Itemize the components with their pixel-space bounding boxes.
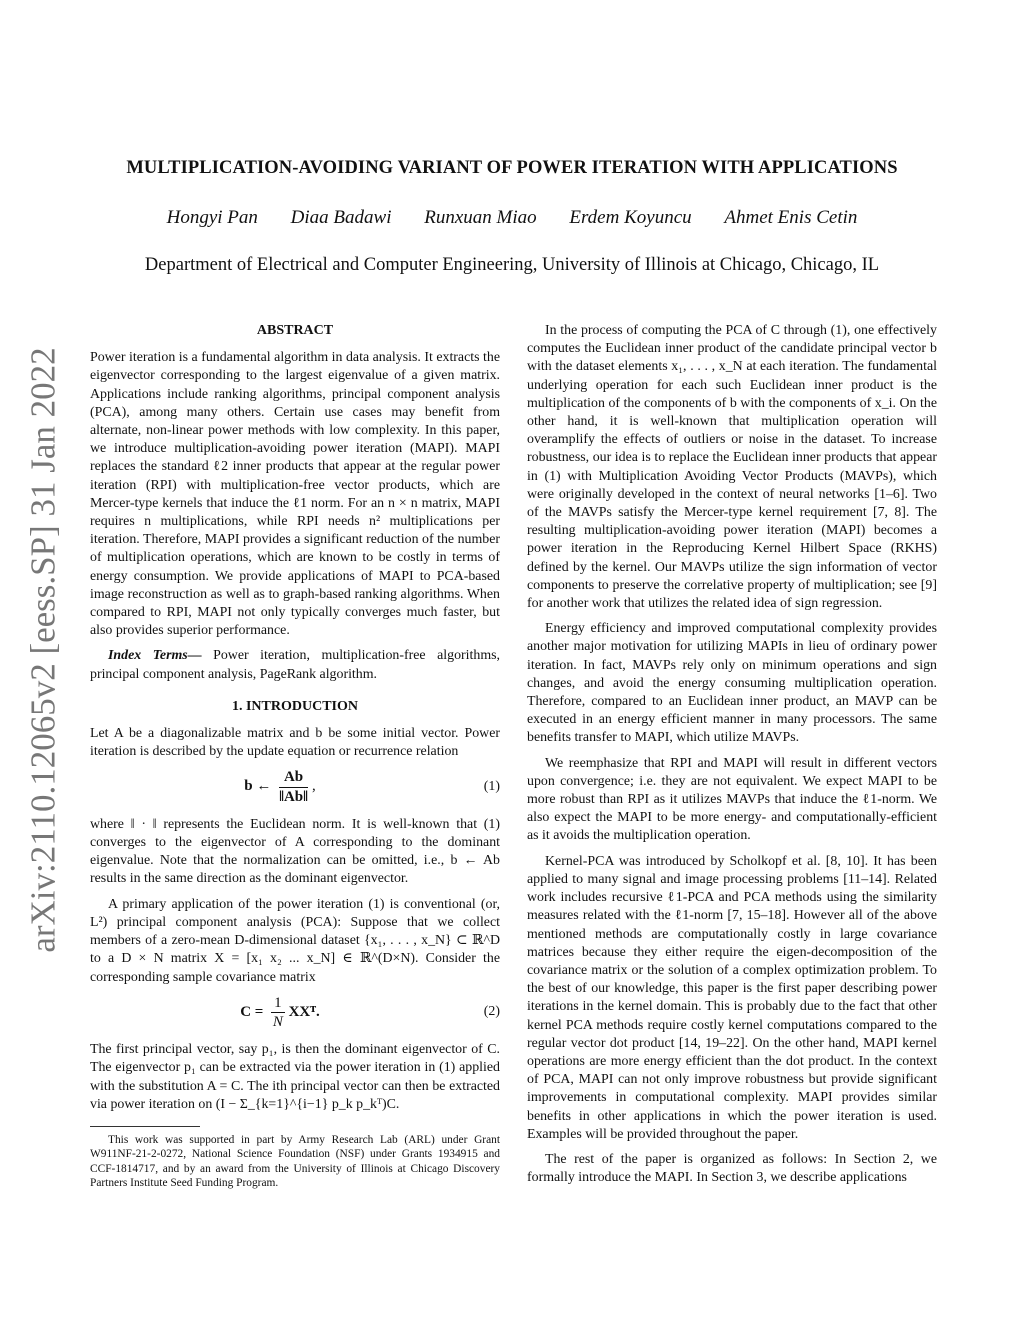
body-paragraph: Kernel-PCA was introduced by Scholkopf et al. [8, 10]. It has been applied to many signal and image processing problems [11–14]. Related work includes recursive ℓ1-PCA and PCA methods using the similarity measures related with the ℓ1-norm [7, 15–18]. However all of the above mentioned methods are computationally costly in large covariance matrices because they either require the eigen-decomposition of the covariance matrix or the solution of a complex optimization problem. To the best of our knowledge, this paper is the first paper describing power iterations in the kernel domain. This is probably due to the fact that other kernel PCA methods require costly kernel computations compared to the regular vector dot product [14, 19–22]. On the other hand, MAPI kernel operations are more energy efficient than the dot product. In the context of PCA, MAPI can not only improve robustness but provide significant improvements in computational complexity. MAPI provides similar benefits in other applications in which the power iteration is used. Examples will be provided throughout the paper. [527,853,937,1142]
author: Erdem Koyuncu [569,207,692,228]
eq1-fraction [279,768,308,805]
body-paragraph: In the process of computing the PCA of C through (1), one effectively computes the Euclidean inner product of the candidate principal vector b with the dataset elements x₁, . . . , x_N at each iteration. The fundamental underlying operation for each such Euclidean inner product is the multiplication of the components of b with the components of x_i. On the other hand, it is well-known that multiplication operation will overamplify the effects of outliers or noise in the dataset. To increase robustness, our idea is to replace the Euclidean inner products that appear in (1) with Multiplication Avoiding Vector Products (MAVPs), which were originally developed in the context of neural networks [1–6]. Two of the MAVPs satisfy the Mercer-type kernel requirement [7, 8]. The resulting multiplication-avoiding power iteration (MAPI) becomes a power iteration in the Reproducing Kernel Hilbert Space (RKHS) defined by the kernel. Our MAVPs utilize the sign information of vector components to preserve the correlative property of multiplication; see [9] for another work that utilizes the related idea of sign regression. [527,323,937,612]
equation-body [90,768,470,805]
author: Ahmet Enis Cetin [724,207,858,228]
eq2-denominator: N [272,1013,283,1030]
section-heading-introduction: 1. INTRODUCTION [231,698,358,714]
abstract-text: Power iteration is a fundamental algorithm in data analysis. It extracts the eigenvector corresponding to the largest eigenvalue of a given matrix. Applications include ranking algorithms, principal component analysis (PCA), among many others. Certain use cases may benefit from alternate, non-linear power methods with low complexity. In this paper, we introduce multiplication-avoiding power iteration (MAPI). MAPI replaces the standard ℓ2 inner products that appear at the regular power iteration (RPI) with multiplication-free vector products, which are Mercer-type kernels that induce the ℓ1 norm. For an n × n matrix, MAPI requires n multiplications, while RPI needs n² multiplications per iteration. Therefore, MAPI provides a significant reduction of the number of multiplication operations, which are known to be costly in terms of energy consumption. We provide applications of MAPI to PCA-based image reconstruction as well as to graph-based ranking algorithms. When compared to RPI, MAPI not only typically converges much faster, but also provides superior performance. [90,350,500,639]
eq2-numerator: 1 [271,994,285,1013]
left-column [90,322,500,1198]
affiliation: Department of Electrical and Computer Engineering, University of Illinois at Chicago, Chicago, IL [144,255,880,275]
arxiv-side-stamp [14,340,74,960]
funding-footnote: This work was supported in part by Army Research Lab (ARL) under Grant W911NF-21-2-0272, National Science Foundation (NSF) under Grants 1934915 and CCF-1814717, and by an award from the University of Illinois at Chicago Discovery Partners Institute Seed Funding Program. [90,1133,500,1190]
index-terms-text: Power iteration, multiplication-free algorithms, principal component analysis, PageRank algorithm. [90,648,501,682]
body-paragraph: Energy efficiency and improved computational complexity provides another major motivation for utilizing MAPIs in lieu of ordinary power iteration. In fact, MAVPs rely only on minimum operations and sign changes, and avoid the energy consuming multiplication operation. Therefore, compared to an Euclidean inner product, an MAVP can be executed in an energy efficient manner in many processors. The same benefits transfer to MAPI, which utilize MAVPs. [527,621,937,746]
eq2-lhs: C = [240,1003,264,1020]
author: Hongyi Pan [166,207,258,228]
eq2-tail: XXᵀ. [288,1003,320,1020]
equation-number: (2) [483,1004,500,1020]
eq1-tail: , [312,778,316,795]
index-terms-label: Index Terms— [108,648,202,664]
author: Diaa Badawi [290,207,392,228]
paper-title: MULTIPLICATION-AVOIDING VARIANT OF POWER ITERATION WITH APPLICATIONS [126,158,898,178]
eq1-denominator: ‖Ab‖ [279,788,308,805]
equation-2 [90,994,500,1031]
author: Runxuan Miao [424,207,537,228]
eq2-fraction [271,994,285,1031]
intro-paragraph: The first principal vector, say p₁, is then the dominant eigenvector of C. The eigenvector p₁ can be extracted via the power iteration in (1) applied with the substitution A = C. The ith principal vector can then be extracted via power iteration on (I − Σ_{k=1}^{i−1} p_k p_kᵀ)C. [90,1042,500,1112]
arxiv-stamp-text: arXiv:2110.12065v2 [eess.SP] 31 Jan 2022 [24,347,64,953]
eq1-numerator: Ab [279,768,308,787]
equation-number: (1) [483,779,500,795]
intro-paragraph: Let A be a diagonalizable matrix and b be some initial vector. Power iteration is described by the update equation or recurrence relation [90,726,500,760]
body-paragraph: The rest of the paper is organized as follows: In Section 2, we formally introduce the MAPI. In Section 3, we describe applications [527,1151,937,1186]
body-paragraph: We reemphasize that RPI and MAPI will result in different vectors upon convergence; i.e. they are not equivalent. We expect MAPI to be more robust than RPI as it utilizes MAVPs that induce the ℓ1-norm. We also expect the MAPI to be more energy- and computationally-efficient as it avoids the multiplication operation. [527,755,937,844]
footnote-divider [90,1126,200,1127]
equation-body [90,994,470,1031]
equation-1 [90,768,500,805]
right-column [527,322,937,1194]
author-list [80,207,944,229]
abstract-heading: ABSTRACT [256,323,334,338]
intro-paragraph: where ‖ · ‖ represents the Euclidean norm. It is well-known that (1) converges to the eigenvector of A corresponding to the dominant eigenvalue. Note that the normalization can be omitted, i.e., b ← Ab results in the same direction as the dominant eigenvector. [90,816,500,887]
intro-paragraph: A primary application of the power iteration (1) is conventional (or, L²) principal component analysis (PCA): Suppose that we collect members of a zero-mean D-dimensional dataset {x₁, . . . , x_N} ⊂ ℝ^D to a D × N matrix X = [x₁ x₂ ... x_N] ∈ ℝ^(D×N). Consider the corresponding sample covariance matrix [90,896,500,985]
index-terms [90,647,500,683]
eq1-lhs: b ← [244,778,272,795]
